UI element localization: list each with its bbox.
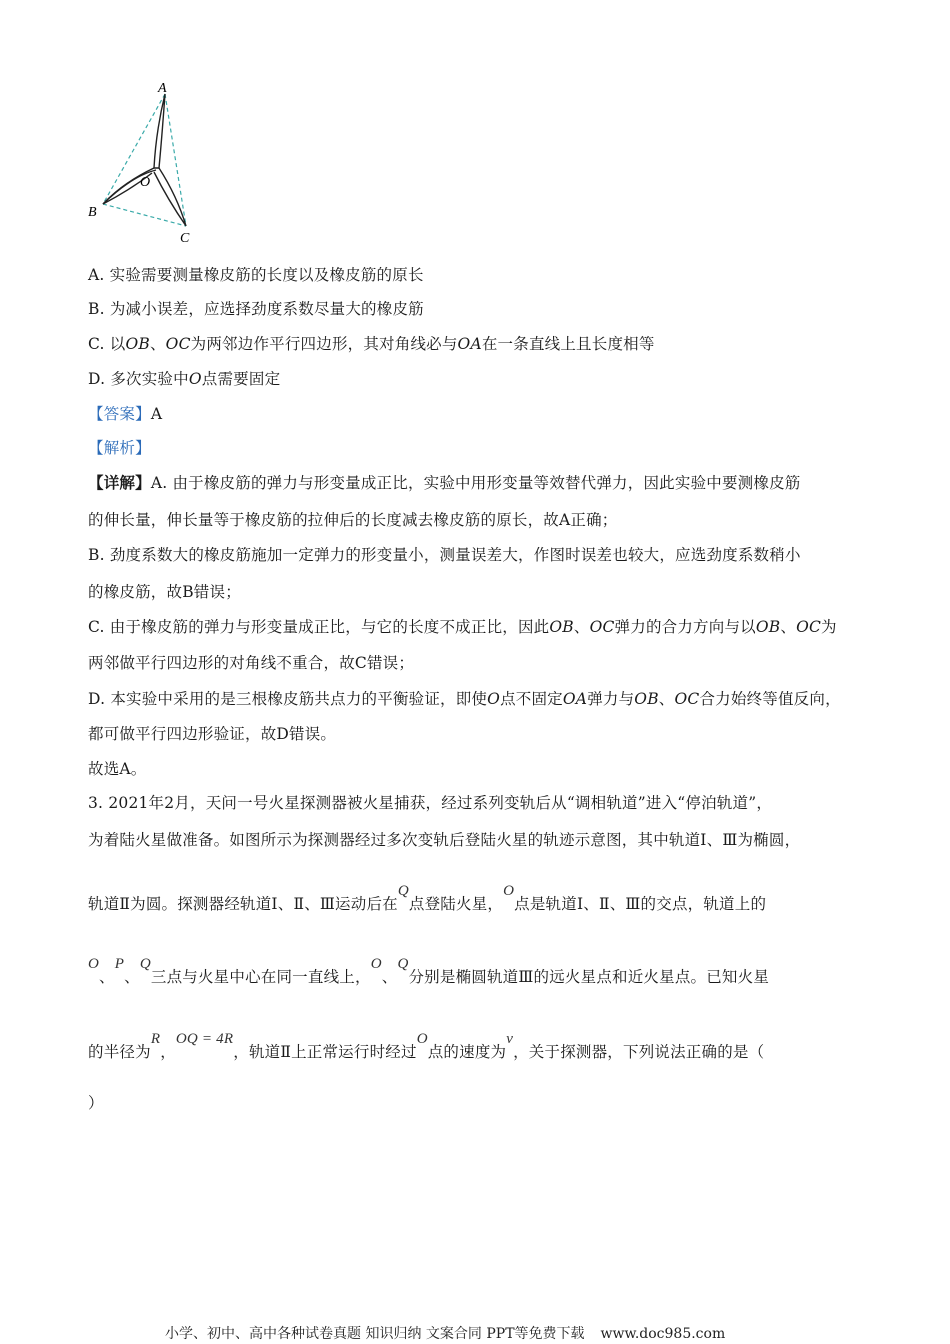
q3-l5-o: O <box>416 1031 428 1047</box>
q3-l5-b: ，轨道Ⅱ上正常运行时经过 <box>233 1043 417 1061</box>
detail-c-sep: 、 <box>573 618 590 636</box>
q3-line-6: ） <box>88 1094 104 1112</box>
option-a: A. 实验需要测量橡皮筋的长度以及橡皮筋的原长 <box>88 266 424 284</box>
option-c-sep: 、 <box>149 335 166 353</box>
detail-d-oa: OA <box>562 690 588 708</box>
q3-l4-q2: Q <box>397 956 409 972</box>
option-c-mid: 为两邻边作平行四边形，其对角线必与 <box>190 335 458 353</box>
detail-c-oc: OC <box>589 618 615 636</box>
analysis-tag: 【解析】 <box>88 439 151 457</box>
option-d-o: O <box>188 370 202 388</box>
detail-a-1-text: A. 由于橡皮筋的弹力与形变量成正比，实验中用形变量等效替代弹力，因此实验中要测橡皮筋 <box>150 474 801 492</box>
q3-l3-c: 点是轨道Ⅰ、Ⅱ、Ⅲ的交点，轨道上的 <box>514 895 767 913</box>
q3-l4-s3: 、 <box>381 968 398 986</box>
detail-c-1 <box>88 616 837 638</box>
rubber-band-figure <box>82 76 212 248</box>
detail-c-post: 为 <box>821 618 837 636</box>
option-c-oc: OC <box>165 335 191 353</box>
footer-text: 小学、初中、高中各种试卷真题 知识归纳 文案合同 PPT等免费下载 <box>165 1326 585 1342</box>
option-d <box>88 368 280 390</box>
q3-l3-q: Q <box>397 883 409 899</box>
q3-l4-o2: O <box>370 956 382 972</box>
detail-d-post: 合力始终等值反向， <box>699 690 841 708</box>
answer-line <box>88 403 162 425</box>
q3-line-2: 为着陆火星做准备。如图所示为探测器经过多次变轨后登陆火星的轨迹示意图，其中轨道Ⅰ、Ⅲ为椭圆， <box>88 831 801 849</box>
label-o: O <box>140 175 151 190</box>
detail-d-2: 都可做平行四边形验证，故D错误。 <box>88 725 337 743</box>
detail-c-2: 两邻做平行四边形的对角线不重合，故C错误； <box>88 654 415 672</box>
detail-c-sep2: 、 <box>780 618 797 636</box>
q3-l5-v: v <box>506 1031 514 1047</box>
detail-d-o: O <box>487 690 501 708</box>
detail-a-2: 的伸长量，伸长量等于橡皮筋的拉伸后的长度减去橡皮筋的原长，故A正确； <box>88 511 618 529</box>
q3-line-3 <box>88 883 767 916</box>
q3-l5-r: R <box>150 1031 161 1047</box>
q3-l5-a: 的半径为 <box>88 1043 151 1061</box>
detail-d-1 <box>88 688 841 710</box>
q3-l5-d: ，关于探测器，下列说法正确的是（ <box>513 1043 765 1061</box>
detail-c-pre: C. 由于橡皮筋的弹力与形变量成正比，与它的长度不成正比，因此 <box>88 618 550 636</box>
q3-l4-q: Q <box>139 956 151 972</box>
q3-l3-a: 轨道Ⅱ为圆。探测器经轨道Ⅰ、Ⅱ、Ⅲ运动后在 <box>88 895 398 913</box>
dashed-line-ac <box>165 94 186 226</box>
q3-l3-b: 点登陆火星， <box>408 895 504 913</box>
detail-a-1 <box>88 472 800 494</box>
q3-l4-a: 三点与火星中心在同一直线上， <box>150 968 371 986</box>
footer-link[interactable]: www.doc985.com <box>600 1326 726 1342</box>
detail-d-sep: 、 <box>658 690 675 708</box>
q3-l4-p: P <box>114 956 125 972</box>
detail-c-mid: 弹力的合力方向与以 <box>614 618 756 636</box>
label-a: A <box>158 81 167 96</box>
q3-line-1: 3. 2021年2月，天问一号火星探测器被火星捕获，经过系列变轨后从“调相轨道”进入“停泊轨道”， <box>88 794 773 812</box>
detail-c-ob2: OB <box>755 618 781 636</box>
detail-d-mid: 点不固定 <box>500 690 563 708</box>
page-footer <box>165 1323 725 1343</box>
detail-tag: 【详解】 <box>88 473 151 492</box>
option-c-pre: C. 以 <box>88 335 126 353</box>
choose-line: 故选A。 <box>88 760 147 778</box>
option-c-oa: OA <box>457 335 482 353</box>
q3-l4-b: 分别是椭圆轨道Ⅲ的远火星点和近火星点。已知火星 <box>408 968 770 986</box>
q3-l3-o: O <box>503 883 515 899</box>
detail-c-ob: OB <box>549 618 574 636</box>
q3-l4-s2: 、 <box>124 968 140 986</box>
label-b: B <box>88 205 97 220</box>
q3-l5-c: 点的速度为 <box>427 1043 507 1061</box>
option-c-ob: OB <box>125 335 150 353</box>
detail-b-1: B. 劲度系数大的橡皮筋施加一定弹力的形变量小，测量误差大，作图时误差也较大，应选劲度系数稍小 <box>88 546 801 564</box>
q3-line-5 <box>88 1031 765 1064</box>
q3-l5-eq: OQ = 4R <box>175 1031 234 1047</box>
band-oc <box>154 168 186 226</box>
detail-d-mid2: 弹力与 <box>587 690 635 708</box>
answer-value: A <box>150 405 163 423</box>
option-c-post: 在一条直线上且长度相等 <box>481 335 655 353</box>
option-d-post: 点需要固定 <box>201 370 281 388</box>
detail-d-oc: OC <box>674 690 700 708</box>
label-c: C <box>180 231 190 246</box>
q3-line-4 <box>88 956 770 989</box>
band-oa <box>154 94 165 168</box>
q3-l5-comma: ， <box>160 1043 176 1061</box>
detail-c-oc2: OC <box>796 618 822 636</box>
q3-l4-s1: 、 <box>99 968 115 986</box>
option-b: B. 为减小误差，应选择劲度系数尽量大的橡皮筋 <box>88 300 424 318</box>
answer-tag: 【答案】 <box>88 405 151 423</box>
detail-d-ob: OB <box>634 690 659 708</box>
detail-d-pre: D. 本实验中采用的是三根橡皮筋共点力的平衡验证，即使 <box>88 690 488 708</box>
detail-b-2: 的橡皮筋，故B错误； <box>88 583 241 601</box>
q3-l4-o: O <box>88 956 100 972</box>
option-d-pre: D. 多次实验中 <box>88 370 189 388</box>
option-c <box>88 333 655 355</box>
